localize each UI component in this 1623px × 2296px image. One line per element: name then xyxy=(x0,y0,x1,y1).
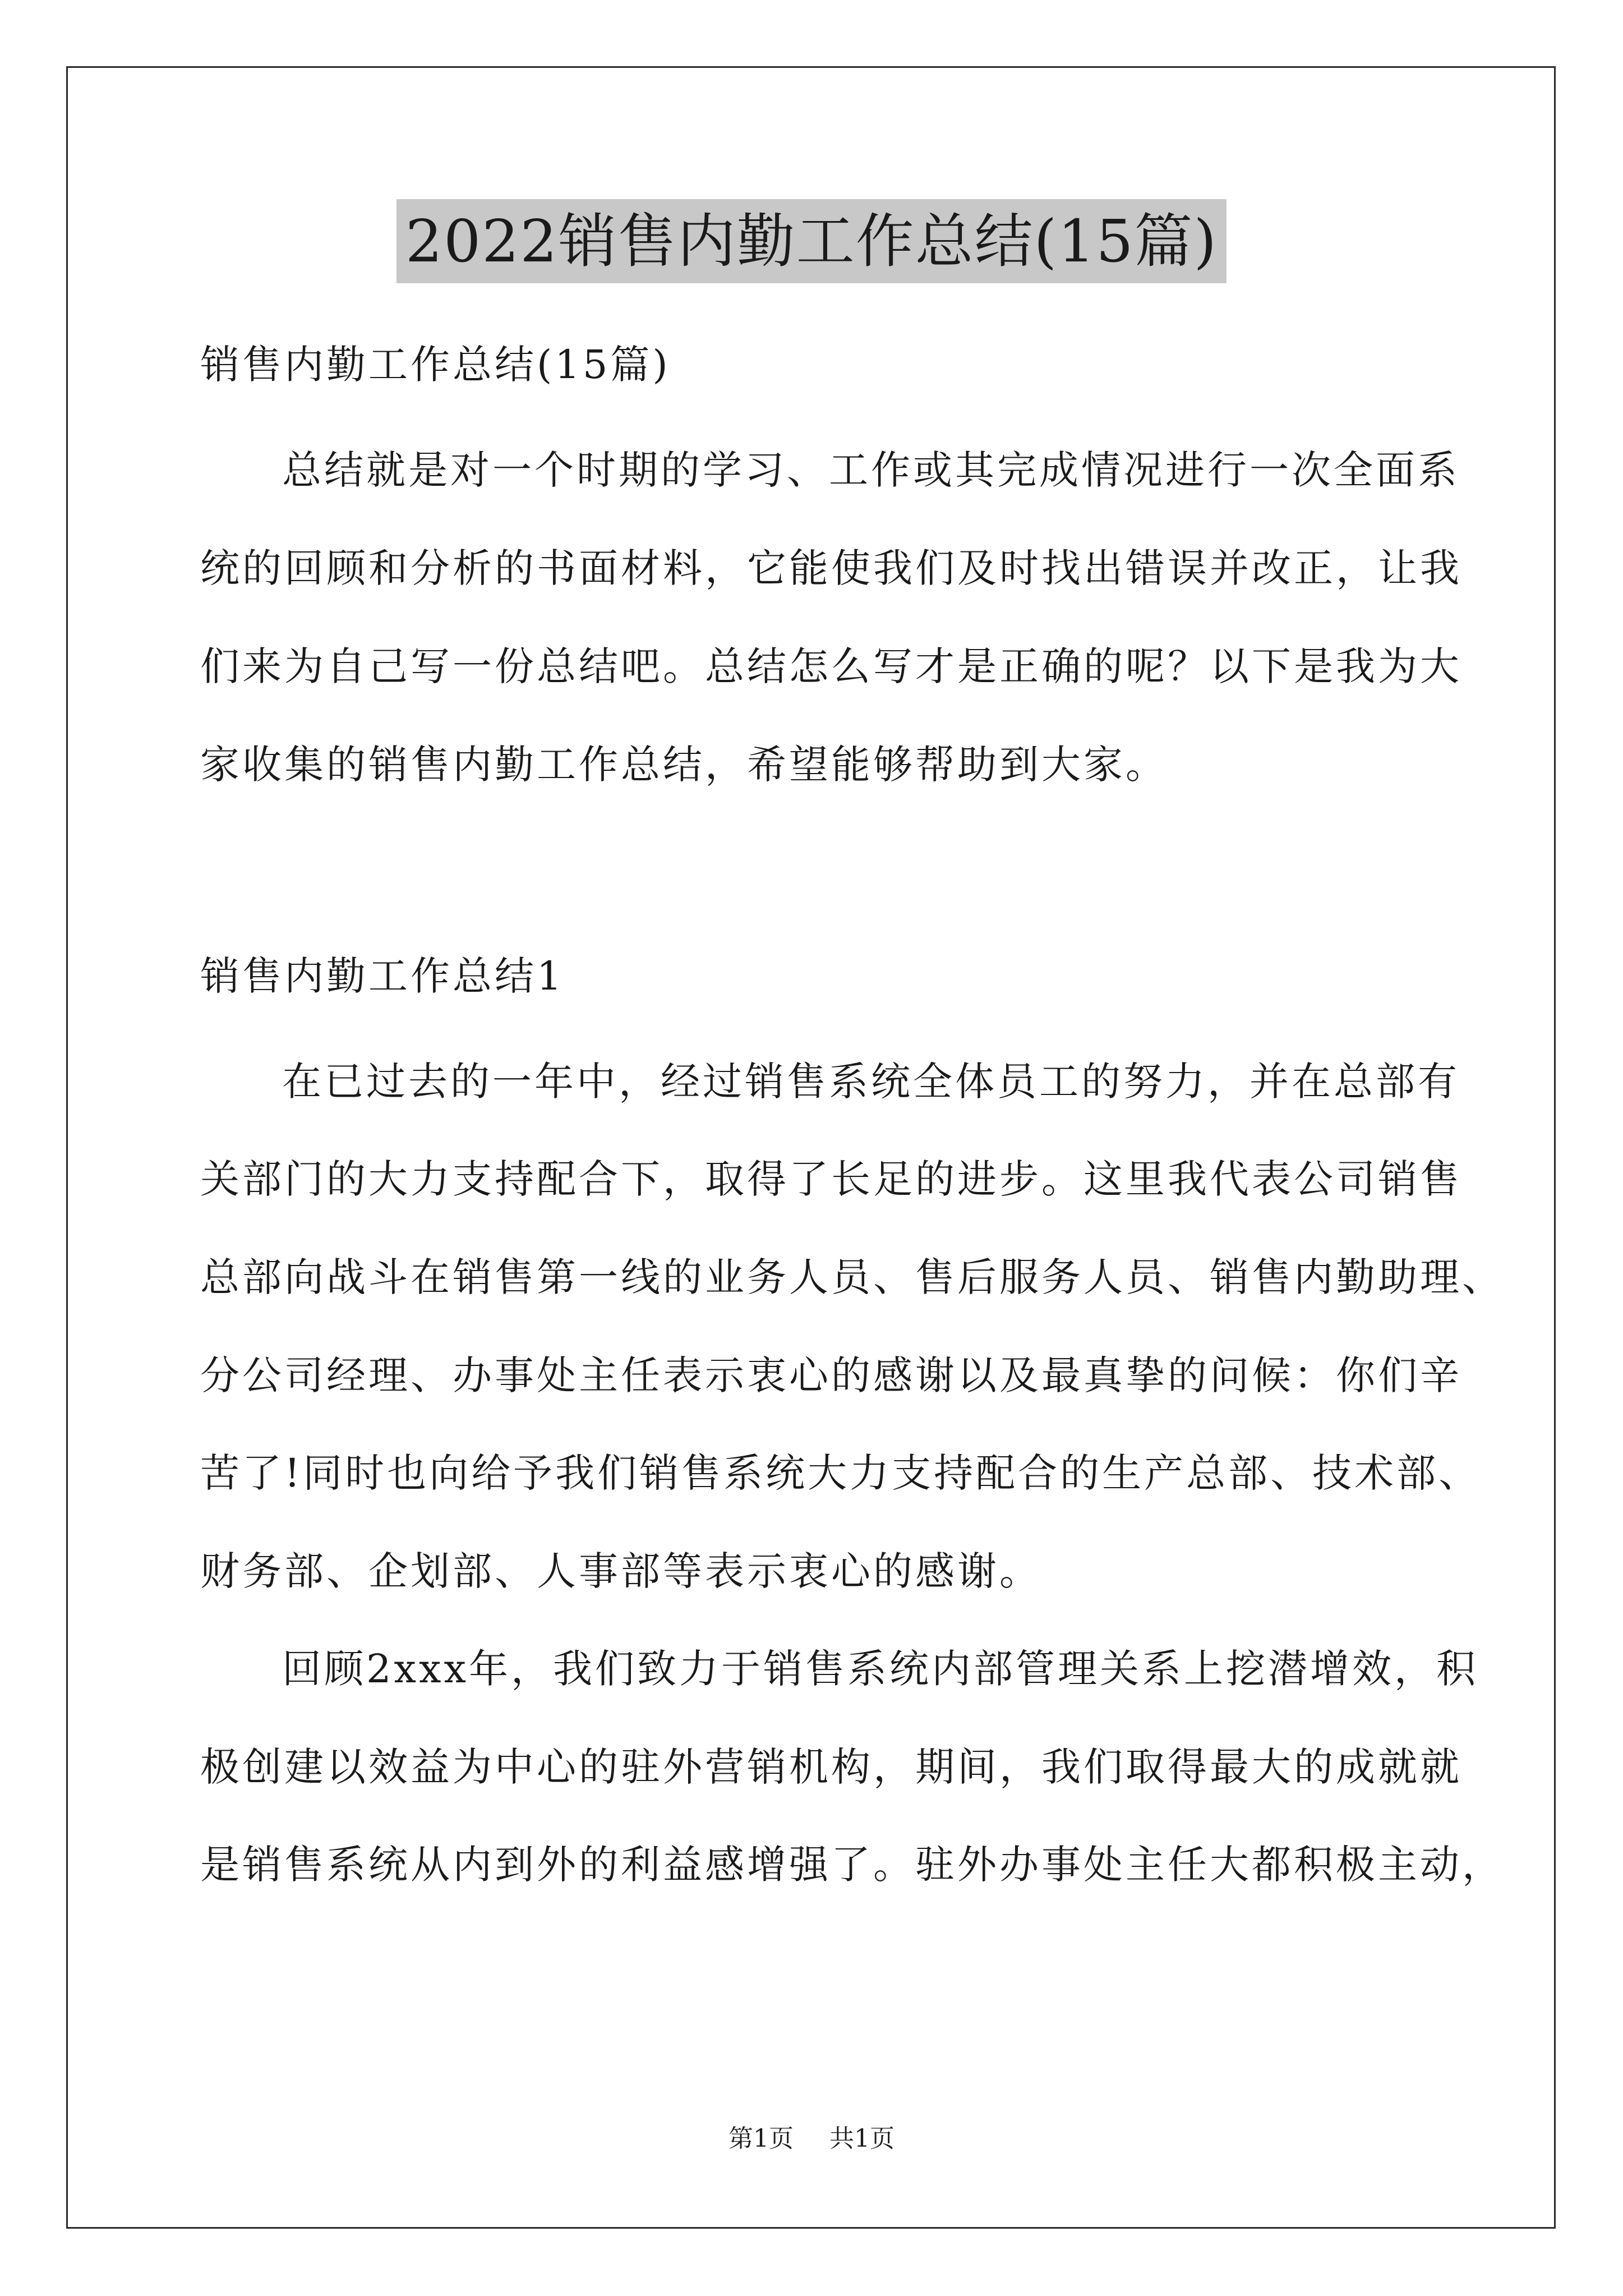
paragraph-line: 财务部、企划部、人事部等表示衷心的感谢。 xyxy=(200,1548,1041,1594)
intro-line: 家收集的销售内勤工作总结，希望能够帮助到大家。 xyxy=(200,742,1168,788)
page-number: 第1页 xyxy=(728,2124,794,2153)
paragraph-line: 分公司经理、办事处主任表示衷心的感谢以及最真挚的问候：你们辛 xyxy=(200,1352,1462,1398)
title-container xyxy=(0,199,1623,283)
paragraph-line: 苦了!同时也向给予我们销售系统大力支持配合的生产总部、技术部、 xyxy=(200,1450,1481,1496)
paragraph-line: 是销售系统从内到外的利益感增强了。驻外办事处主任大都积极主动， xyxy=(200,1842,1504,1888)
paragraph-line: 总部向战斗在销售第一线的业务人员、售后服务人员、销售内勤助理、 xyxy=(200,1254,1504,1300)
section-heading: 销售内勤工作总结1 xyxy=(200,953,565,999)
paragraph-line: 关部门的大力支持配合下，取得了长足的进步。这里我代表公司销售 xyxy=(200,1156,1462,1202)
intro-line: 们来为自己写一份总结吧。总结怎么写才是正确的呢？以下是我为大 xyxy=(200,643,1462,689)
document-subtitle: 销售内勤工作总结(15篇) xyxy=(200,342,671,388)
intro-line: 总结就是对一个时期的学习、工作或其完成情况进行一次全面系 xyxy=(282,447,1460,493)
document-title: 2022销售内勤工作总结(15篇) xyxy=(396,199,1227,283)
page-total: 共1页 xyxy=(829,2124,895,2153)
page-footer xyxy=(0,2122,1623,2156)
intro-line: 统的回顾和分析的书面材料，它能使我们及时找出错误并改正，让我 xyxy=(200,545,1462,591)
paragraph-line: 在已过去的一年中，经过销售系统全体员工的努力，并在总部有 xyxy=(282,1059,1460,1105)
paragraph-line: 极创建以效益为中心的驻外营销机构，期间，我们取得最大的成就就 xyxy=(200,1744,1462,1790)
paragraph-line: 回顾2xxx年，我们致力于销售系统内部管理关系上挖潜增效，积 xyxy=(282,1646,1478,1692)
